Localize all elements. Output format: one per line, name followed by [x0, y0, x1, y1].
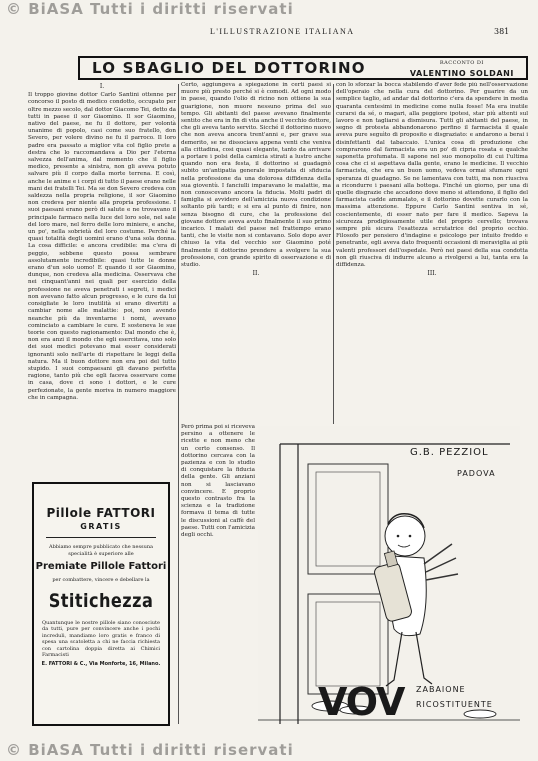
article-column-2 — [181, 82, 331, 422]
pillole-fattori-ad — [32, 482, 170, 726]
ad-premiate: Premiate Pillole Fattori — [35, 561, 167, 572]
article-column-3 — [336, 82, 528, 422]
ad-gratis: GRATIS — [80, 522, 122, 531]
article-title: LO SBAGLIO DEL DOTTORINO — [92, 59, 366, 77]
ad-divider — [46, 537, 156, 538]
illustrator-city: PADOVA — [457, 469, 496, 478]
vov-tagline-1: ZABAIONE — [416, 685, 466, 694]
illustrator-signature: G.B. PEZZIOL — [410, 447, 489, 458]
author-name: VALENTINO SOLDANI — [409, 68, 514, 78]
article-column-1 — [28, 82, 176, 470]
ad-text-1: Abbiamo sempre pubblicato che nessuna specialità è superiore alle — [48, 544, 154, 557]
illustration-wrap-text: Però prima poi si riceveva persino a ottenere le ricette e non meno che un certo consenso. Il dottorino cercava con la pazienza e con lo studio di conquistare la fiducia della gente. Gli anziani non si lasciavano convincere. E proprio questo contrasto fra la scienza e la tradizione formava il tema di tutte le discussioni al caffè del paese. Tutti con l'amicizia degli occhi. — [181, 424, 255, 539]
column-rule-2 — [333, 84, 334, 424]
ad-stitichezza: Stitichezza — [48, 589, 154, 612]
page-number: 381 — [494, 27, 510, 36]
section-number: III. — [427, 270, 437, 278]
byline-label: RACCONTO DI — [439, 59, 484, 66]
article-title-banner — [78, 56, 528, 80]
article-text-col2: Certo, aggiungeva a spiegazione in certi paesi si muore più presto perché si è comodi. Ad ogni modo in paese, quando l'olio di ricino non ottiene la sua guarigione, non muore nessuno prima del suo tempo. Gli abitanti del paese avevano finalmente sentito che era in fin di vita anche il vecchio dottore, che gli aveva tanto servito. Sicché il dottorino nuovo che non aveva ancora trent'anni e, per grave sua demerito, se ne dissociava appena venti che veniva alla cittadina, cosi quasi elegante, tanto da arrivare a portare i polsi della camicia stirati a lustro anche quando non era festa, il dottorino si guadagnò subito un'antipatia generale impostata di sfiducia nella professione da una dolorosa diffidenza della sua gioventù. I fanciulli imparavano le malattie, ma non conoscevano ancora la fiducia. Molti padri di famiglia si avvidero dell'amicizia nuova condizione soltanto più tardi; e si era al punto di finire, non senza bisogno di cure, che la professione del giovane dottore aveva avuto finalmente il suo primo incarico. I malati del paese nel frattempo erano tanti, che le visite non si contavano. Solo dopo aver chiuso la vita del vecchio sor Giaomino poté finalmente il dottorino prendere a svolgere la sua professione, con grande spirito di osservazione e di studio. — [181, 82, 331, 269]
article-text-col1: Il troppo giovine dottor Carlo Santini ottenne per concorso il posto di medico condotto, occupato per oltre mezzo secolo, dal dottor Giacomo Tei, detto da tutti in paese il sor Giaomino. Il sor Giaomino, nativo del paese, ne fu il dottore, per volontà unanime di popolo, casi come suo fratello, don Severo, per volere divino ne fu il parroco. Il loro padre era passato a miglior vita col figlio prete a destra che lo raccomandava a Dio per l'eterna salvezza dell'anima, dal momento che il figlio medico, presente a sinistra, non gli aveva potuto salvare più il corpo dalla morte terrena. E così, anche le anime e i corpi di tutto il paese erano nelle mani dei fratelli Tei. Ma se don Severo credeva con saldezza nella propria religione, il sor Giaomino non credeva per niente alla propria professione. I suoi paesani erano però di salute e ne trovavano il principale farmaco nella luce del loro sole, nel sale del loro mare, nel ferro delle loro miniere, e anche, un po', nella sobrietà del loro costume. Perché la quasi totalità degli uomini erano d'una sola donna. La cosa difficile: e ancora credibile: ma c'era di peggio, sebbene questo possa sembrare assolutamente incredibile: quasi tutte le donne erano d'un solo uomo! E quando il sor Giaomino, dunque, non credeva alla medicina. Osservava che nei cinquant'anni nei quali per esercizio della professione ne aveva penetrati i segreti, i medici non avevano fatto alcun progresso, e le cure da lui consigliate le loro inutilità si erano divertiti a cambiar nome alle malattie: poi, non avendo neanche più da inventarne i nomi, avevano cominciato a cambiare le cure. E sosteneva le sue teorie con questo ragionamento: Dal mondo che è, non era anzi il mondo che egli esercitava, uno solo dei suoi medici potevano mai esser considerati ignoranti solo nell'arte di rispettare le leggi della natura. Ma il buon dottore non era poi del tutto stupido. I suoi compaesani gli davano perfetta ragione, tanto più che egli faceva osservare come in casa, dove ci sono i dottori, e le cure perfezionate, la gente moriva in numero maggiore che in campagna. — [28, 92, 176, 401]
section-number: II. — [252, 270, 260, 278]
watermark-top: © BiASA Tutti i diritti riservati — [6, 0, 294, 18]
vov-tagline-2: RICOSTITUENTE — [416, 700, 493, 709]
byline — [410, 59, 514, 78]
ad-brand: Pillole FATTORI — [46, 506, 156, 520]
vov-logo: VOV — [318, 680, 405, 724]
section-number: I. — [99, 83, 105, 90]
column-rule-1 — [178, 84, 179, 724]
ad-text-3: Quantunque le nostre pillole siano conosciute da tutti, pure per convincere anche i pochi increduli, mandiamo loro gratis e franco di spesa una scatoletta a chi ne faccia richiesta con cartolina doppia diretta ai Chimici Farmacisti — [42, 619, 160, 658]
article-text-col3: con lo sforzar la bocca stabilendo d'aver fede più nell'osservazione dell'operaio che nella cura del dottorino. Per guarire da un semplice taglio, ad andar dal dottorino c'era da spendere in media quaranta centesimi in medicine come nulla fosse! Ma era inutile curarsi da sé, o magari, alla peggiore ipotesi, star più attenti sul lavoro e non tagliarsi a dismisura. Tutti gli abitanti del paese, in segno di protesta abbandonarono perfino il farmacista il quale aveva pure seguìto di proposito e disgraziato: e andarono a berai i disinfettanti dal tabaccaio. L'unica cosa di produzione che comprarono dal farmacista era un po' di cipria rosata e qualche saponetta profumata. Il sapone nel suo monopolio di cui l'ultima cosa che ci si aspettava dalla gente, erano le medicine. Il vecchio farmacista, che era un buon uomo, vedeva ormai sfumare ogni speranza di guadagno. Se ne lamentava con tutti, ma non riusciva a ricondurre i paesani alla bottega. Finché un giorno, per una di quelle disgrazie che accadono dove meno si attendono, il figlio del farmacista cadde ammalato, e il dottorino dovette curarlo con la massima attenzione. Eppure Carlo Santini sentiva in sé, coscientemente, di esser nato per fare il medico. Sapeva la sicurezza prodigiosamente utile del proprio cervello; trovava sempre più sicura l'esattezza scrutatrice del proprio occhio. Filosofo per pensiero d'indagine e psicologo per intuito freddo e penetrante, egli aveva dato frequenti occasioni di meraviglia ai più valenti professori dell'ospedale. Però nei paesi della sua condotta non gli riusciva di indurre alcuno a rivolgersi a lui, tanta era la diffidenza. — [336, 82, 528, 269]
running-header: L'ILLUSTRAZIONE ITALIANA — [210, 27, 355, 36]
watermark-bottom: © BiASA Tutti i diritti riservati — [6, 741, 294, 759]
ad-manufacturer: E. FATTORI & C., Via Monforte, 16, Milano. — [41, 660, 161, 667]
ad-text-2: per combattere, vincere e debellare la — [52, 577, 150, 583]
